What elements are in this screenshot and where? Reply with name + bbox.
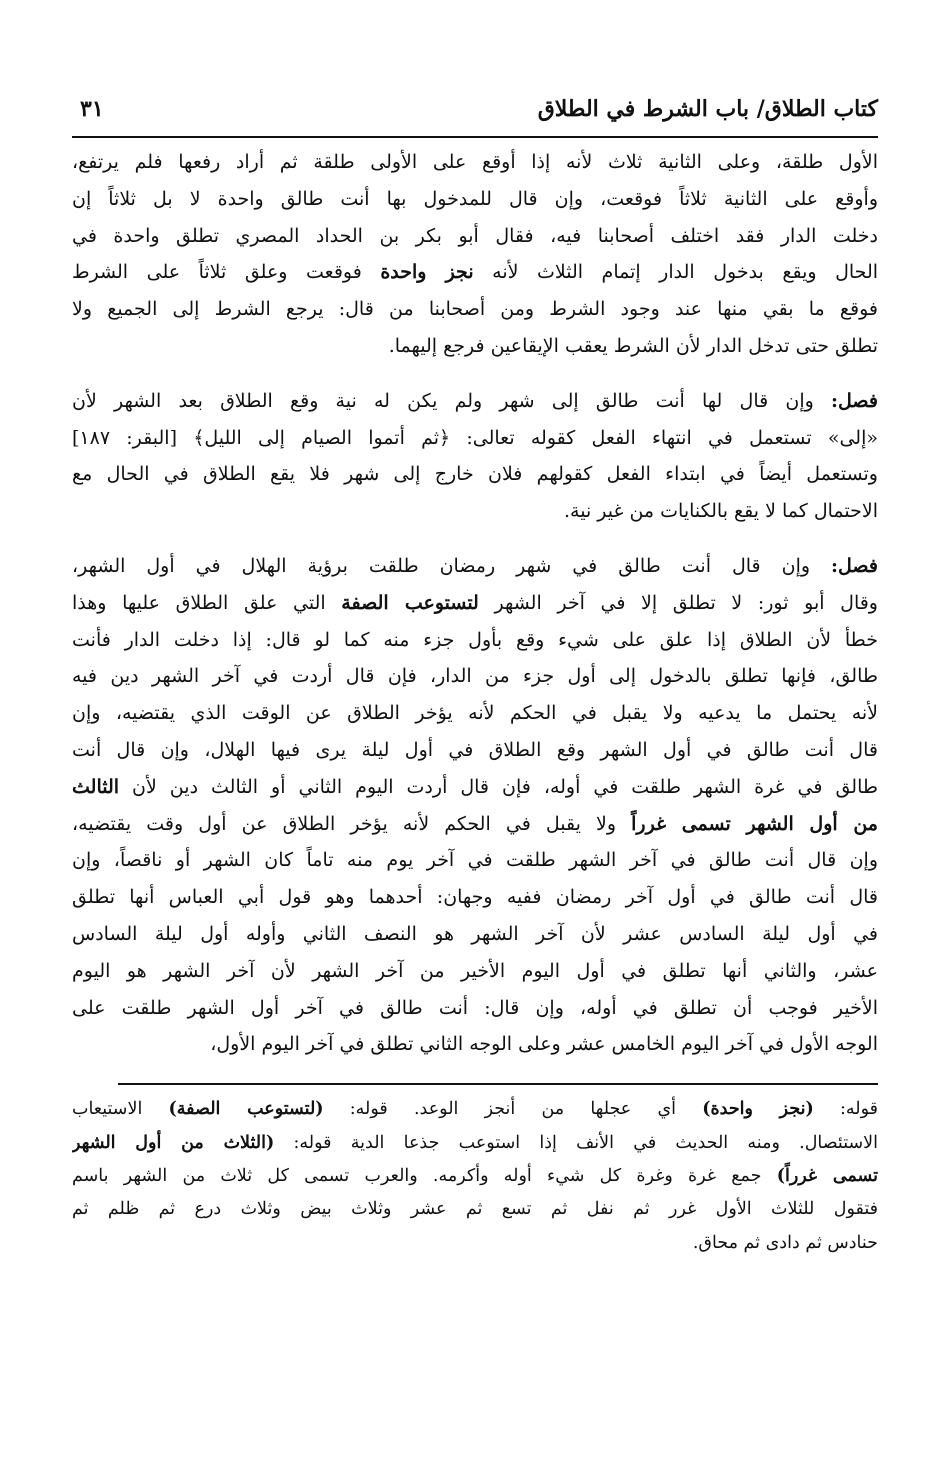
- text-segment: الاستيعاب: [72, 1099, 169, 1120]
- text-line: [72, 144, 878, 181]
- text-line: [72, 1127, 878, 1160]
- bold-text: فصل:: [831, 389, 878, 412]
- text-segment: «إلى» تستعمل في انتهاء الفعل كقوله تعالى: ﴿ثم أتموا الصيام إلى الليل﴾ [البقر: ١٨٧]: [72, 426, 878, 449]
- paragraph: [72, 383, 878, 530]
- text-segment: الوجه الأول في آخر اليوم الخامس عشر وعلى الوجه الثاني تطلق في آخر اليوم الأول،: [210, 1033, 878, 1056]
- text-line: [72, 291, 878, 328]
- running-title: كتاب الطلاق/ باب الشرط في الطلاق: [537, 96, 878, 122]
- text-segment: دخلت الدار فقد اختلف أصحابنا فيه، فقال أبو بكر بن الحداد المصري تطلق واحدة في: [72, 224, 878, 247]
- text-line: [72, 328, 878, 365]
- text-line: [72, 218, 878, 255]
- text-segment: أي عجلها من أنجز الوعد. قوله:: [323, 1099, 703, 1120]
- text-line: [72, 732, 878, 769]
- text-segment: في أول ليلة السادس عشر لأن آخر الشهر هو النصف الثاني وأوله أول ليلة السادس: [72, 922, 878, 945]
- text-line: [72, 1227, 878, 1260]
- text-line: [72, 1026, 878, 1063]
- text-line: [72, 990, 878, 1027]
- text-line: [72, 1093, 878, 1126]
- text-segment: جمع غرة وغرة كل شيء أوله وأكرمه. والعرب تسمى كل ثلاث من الشهر باسم: [72, 1165, 777, 1186]
- text-segment: طالق في غرة الشهر طلقت في أوله، فإن قال أردت اليوم الثاني أو الثالث دين لأن: [119, 775, 878, 798]
- text-segment: التي علق الطلاق عليها وهذا: [72, 591, 342, 614]
- text-segment: حنادس ثم دادى ثم محاق.: [692, 1232, 878, 1253]
- bold-text: (الثلاث من أول الشهر: [72, 1132, 275, 1153]
- text-line: [72, 181, 878, 218]
- bold-text: من أول الشهر تسمى غرراً: [631, 812, 878, 835]
- text-segment: ولا يقبل في الحكم لأنه يؤخر الطلاق عن أول وقت يقتضيه،: [72, 812, 632, 835]
- paragraph: [72, 144, 878, 365]
- text-line: [72, 658, 878, 695]
- text-segment: قال أنت طالق في أول آخر رمضان ففيه وجهان: أحدهما وهو قول أبي العباس أنها تطلق: [72, 886, 878, 909]
- main-text: [72, 144, 878, 1063]
- text-line: [72, 254, 878, 291]
- text-segment: خطأ لأن الطلاق إذا علق على شيء وقع بأول جزء منه كما لو قال: إذا دخلت الدار فأنت: [72, 628, 878, 651]
- text-line: [72, 548, 878, 585]
- text-line: [72, 879, 878, 916]
- text-segment: فتقول للثلاث الأول غرر ثم نفل ثم تسع ثم عشر وثلاث بيض وثلاث درع ثم ظلم ثم: [72, 1199, 878, 1220]
- text-segment: الحال ويقع بدخول الدار إتمام الثلاث لأنه: [473, 261, 878, 284]
- text-line: [72, 806, 878, 843]
- text-segment: عشر، والثاني أنها تطلق في أول اليوم الأخير من آخر الشهر لأن آخر الشهر هو اليوم: [72, 959, 878, 982]
- text-line: [72, 493, 878, 530]
- text-line: [72, 622, 878, 659]
- text-segment: قوله:: [813, 1099, 878, 1120]
- bold-text: فصل:: [831, 554, 878, 577]
- text-segment: وتستعمل أيضاً في ابتداء الفعل كقولهم فلان خارج إلى شهر فلا يقع الطلاق في الحال مع: [72, 463, 878, 486]
- text-segment: لأنه يحتمل ما يدعيه ولا يقبل في الحكم لأنه يؤخر الطلاق عن الوقت الذي يقتضيه، وإن: [72, 702, 878, 725]
- text-segment: الأخير فوجب أن تطلق في أوله، وإن قال: أنت طالق في آخر أول الشهر طلقت على: [72, 996, 878, 1019]
- text-line: [72, 585, 878, 622]
- text-line: [72, 916, 878, 953]
- footnote: [72, 1093, 878, 1260]
- text-line: [72, 420, 878, 457]
- text-line: [72, 1193, 878, 1226]
- bold-text: نجز واحدة: [380, 261, 474, 284]
- paragraph: [72, 548, 878, 1063]
- bold-text: تسمى غرراً): [776, 1165, 878, 1186]
- text-segment: وأوقع على الثانية ثلاثاً فوقعت، وإن قال للمدخول بها أنت طالق واحدة لا بل ثلاثاً إن: [72, 187, 878, 210]
- running-header: [72, 92, 878, 138]
- text-line: [72, 842, 878, 879]
- text-segment: وإن قال أنت طالق في شهر رمضان طلقت برؤية الهلال في أول الشهر،: [72, 554, 832, 577]
- text-segment: وإن قال أنت طالق في آخر الشهر طلقت في آخر يوم منه تاماً كان الشهر أو ناقصاً، وإن: [72, 849, 878, 872]
- text-line: [72, 1160, 878, 1193]
- footnote-divider: [118, 1083, 878, 1085]
- text-segment: الأول طلقة، وعلى الثانية ثلاث لأنه إذا أوقع على الأولى طلقة ثم أراد رفعها فلم يرتفع،: [72, 151, 878, 173]
- text-segment: فوقعت وعلق ثلاثاً على الشرط: [72, 261, 381, 284]
- text-line: [72, 953, 878, 990]
- text-segment: وقال أبو ثور: لا تطلق إلا في آخر الشهر: [478, 591, 878, 614]
- bold-text: (لتستوعب الصفة): [168, 1099, 324, 1120]
- text-segment: الاحتمال كما لا يقع بالكنايات من غير نية.: [563, 500, 878, 523]
- text-segment: تطلق حتى تدخل الدار لأن الشرط يعقب الإيقاعين فرجع إليهما.: [388, 334, 878, 357]
- text-segment: قال أنت طالق في أول الشهر وقع الطلاق في أول ليلة يرى فيها الهلال، وإن قال أنت: [72, 738, 878, 761]
- text-line: [72, 695, 878, 732]
- text-segment: طالق، فإنها تطلق بالدخول إلى أول جزء من الدار، فإن قال أردت في آخر الشهر دين فيه: [72, 665, 878, 688]
- book-page: [72, 92, 878, 1392]
- bold-text: لتستوعب الصفة: [341, 591, 479, 614]
- text-segment: الاستئصال. ومنه الحديث في الأنف إذا استوعب جذعا الدية قوله:: [274, 1132, 878, 1153]
- bold-text: (نجز واحدة): [702, 1099, 814, 1120]
- text-segment: فوقع ما بقي منها عند وجود الشرط ومن أصحابنا من قال: يرجع الشرط إلى الجميع ولا: [72, 298, 878, 321]
- bold-text: الثالث: [72, 775, 120, 798]
- text-line: [72, 769, 878, 806]
- page-number: ٣١: [80, 96, 104, 122]
- text-line: [72, 383, 878, 420]
- text-segment: وإن قال لها أنت طالق إلى شهر ولم يكن له نية وقع الطلاق بعد الشهر لأن: [72, 389, 832, 412]
- text-line: [72, 456, 878, 493]
